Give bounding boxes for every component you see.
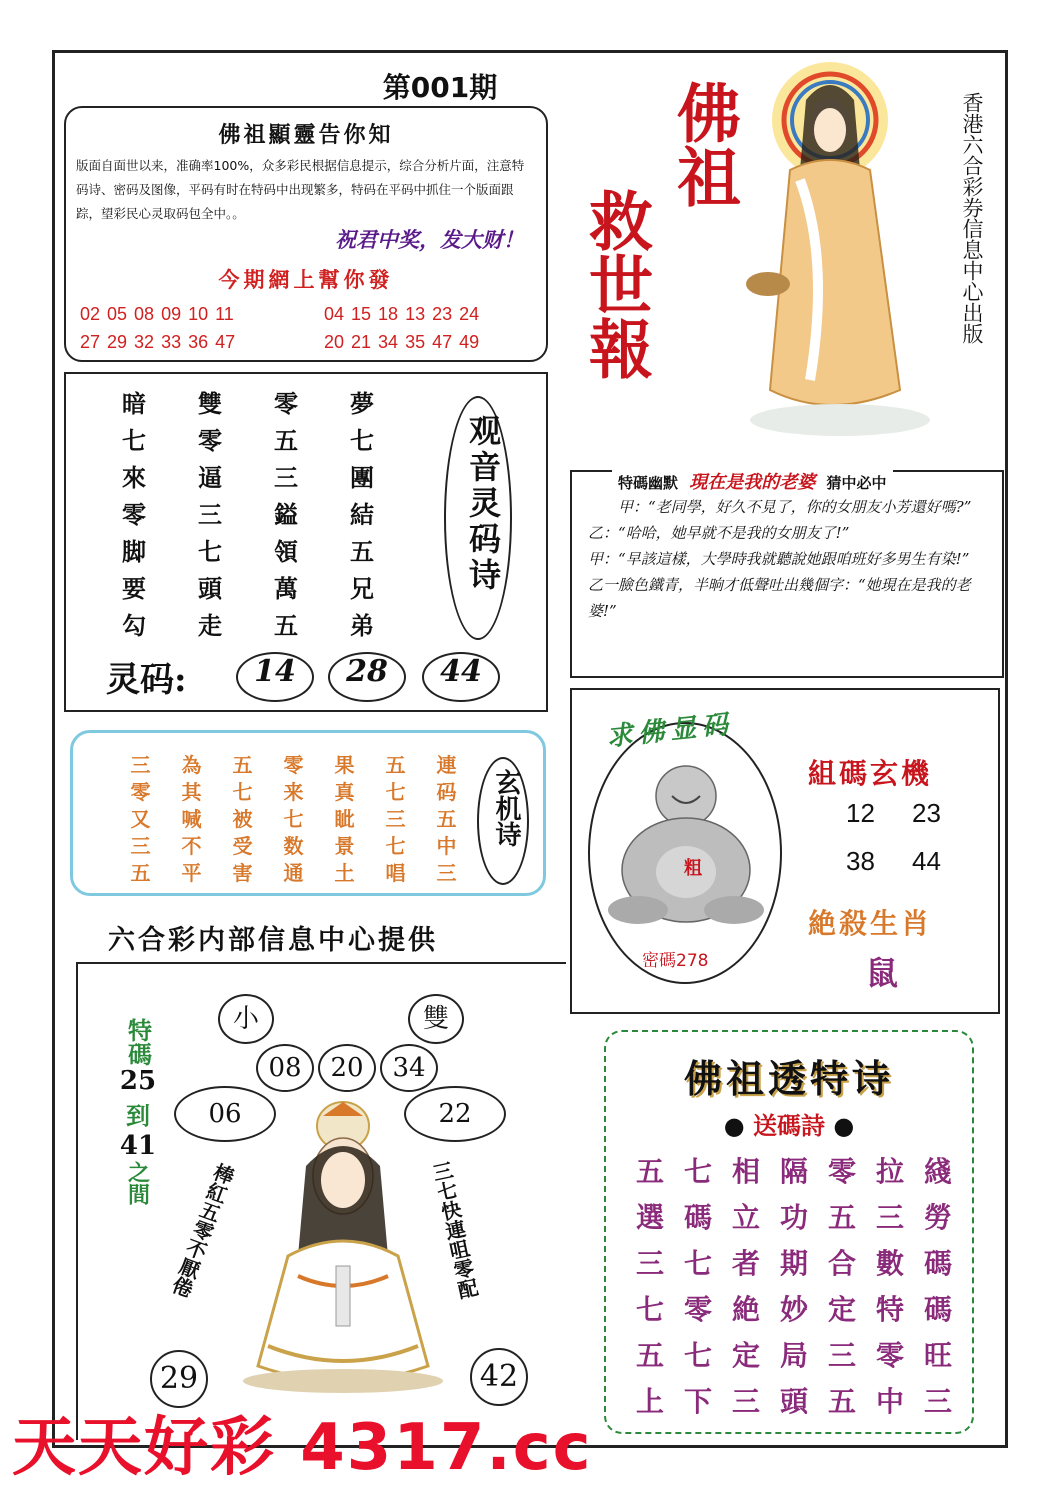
poem-char: 五 — [635, 1155, 664, 1188]
joke-line: 乙一臉色鐵青，半晌才低聲吐出幾個字：“她現在是我的老婆!” — [588, 576, 971, 620]
poem-char: 功 — [779, 1201, 808, 1234]
poem-char: 来 — [283, 780, 304, 804]
buddha-arc-text: 求佛显码 — [605, 709, 736, 753]
guanyin-poem-box — [64, 372, 548, 712]
poem-char: 真 — [334, 780, 355, 804]
tou-te-subtitle: 送碼詩 — [753, 1111, 825, 1140]
poem-char: 三 — [130, 753, 151, 777]
poem-char: 勾 — [122, 611, 146, 640]
poem-char: 数 — [283, 834, 304, 858]
poem-char: 暗 — [122, 389, 146, 418]
poem-char: 害 — [232, 861, 253, 885]
joke-box — [570, 470, 1004, 678]
poem-char: 三 — [827, 1339, 856, 1372]
poem-char: 萬 — [274, 574, 298, 603]
lingma-number: 14 — [236, 652, 314, 702]
joke-header — [612, 468, 893, 494]
small-badge: 小 — [218, 994, 274, 1044]
poem-char: 七 — [232, 780, 253, 804]
joke-line: 甲：“早該這樣，大學時我就聽說她跟咱班好多男生有染!” — [588, 550, 970, 568]
poem-char: 三 — [731, 1385, 760, 1418]
poem-char: 中 — [436, 834, 457, 858]
provider-text: 六合彩内部信息中心提供 — [108, 925, 438, 956]
poem-char: 三 — [635, 1247, 664, 1280]
buddha-badge: 粗 — [684, 858, 702, 879]
buddha-code: 密碼278 — [642, 951, 709, 971]
poem-char: 七 — [283, 807, 304, 831]
poem-char: 連 — [436, 753, 457, 777]
poem-char: 定 — [827, 1293, 856, 1326]
special-between: 之間 — [124, 1161, 151, 1205]
poem-char: 逼 — [198, 463, 222, 492]
poem-char: 零 — [875, 1339, 904, 1372]
poem-char: 三 — [436, 861, 457, 885]
poem-char: 五 — [385, 753, 406, 777]
poem-char: 頭 — [779, 1385, 808, 1418]
title-line1-text: 佛祖 — [666, 80, 741, 208]
poem-char: 景 — [334, 834, 355, 858]
special-from: 25 — [119, 1066, 157, 1096]
poem-char: 三 — [130, 834, 151, 858]
poem-char: 勞 — [923, 1201, 952, 1234]
poem-char: 綫 — [923, 1155, 952, 1188]
poem-char: 領 — [274, 537, 298, 566]
poem-char: 上 — [635, 1385, 664, 1418]
kill-animal: 鼠 — [866, 954, 899, 992]
poem-char: 眦 — [334, 807, 355, 831]
poem-char: 三 — [198, 500, 222, 529]
poem-char: 喊 — [181, 807, 202, 831]
right-verse: 三七快連咀零配 — [427, 1159, 481, 1302]
xuanji-poem-title: 玄机诗 — [491, 769, 521, 847]
poem-char: 零 — [274, 389, 298, 418]
poem-char: 脚 — [122, 537, 146, 566]
poem-char: 三 — [875, 1201, 904, 1234]
poem-char: 平 — [181, 861, 202, 885]
poem-char: 雙 — [198, 389, 222, 418]
special-code-box — [76, 962, 566, 1440]
poem-char: 唱 — [385, 861, 406, 885]
poem-char: 零 — [827, 1155, 856, 1188]
joke-line: 乙：“哈哈，她早就不是我的女朋友了!” — [588, 524, 850, 542]
guanyin-poem-title: 观音灵码诗 — [464, 414, 502, 594]
blessing-text: 祝君中奖，发大财！ — [335, 227, 524, 252]
notice-subtitle: 今期網上幫你發 — [218, 267, 394, 292]
lingma-label: 灵码: — [106, 660, 187, 700]
poem-char: 七 — [350, 426, 374, 455]
poem-char: 數 — [875, 1247, 904, 1280]
xuanji-poem-grid — [115, 749, 472, 884]
poem-char: 隔 — [779, 1155, 808, 1188]
footer-brand: 天天好彩 4317.cc — [12, 1411, 593, 1485]
special-to: 41 — [119, 1131, 157, 1161]
guanyin-standing-image — [740, 60, 950, 440]
joke-label: 特碼幽默 — [618, 474, 679, 492]
poem-char: 期 — [779, 1247, 808, 1280]
poem-char: 五 — [827, 1201, 856, 1234]
poem-char: 被 — [232, 807, 253, 831]
double-badge: 雙 — [408, 994, 464, 1044]
poem-char: 又 — [130, 807, 151, 831]
poem-char: 七 — [385, 780, 406, 804]
poem-char: 零 — [122, 500, 146, 529]
numbers-row2-left: 27 29 32 33 36 47 — [80, 332, 236, 352]
numbers-row1-left: 02 05 08 09 10 11 — [80, 304, 234, 324]
kill-title: 絶殺生肖 — [808, 907, 933, 940]
poem-char: 結 — [350, 500, 374, 529]
tou-te-title: 佛祖透特诗 — [683, 1056, 894, 1101]
poem-char: 碼 — [923, 1247, 952, 1280]
poem-char: 七 — [635, 1293, 664, 1326]
top-number: 08 — [256, 1044, 314, 1092]
poem-char: 五 — [350, 537, 374, 566]
poem-char: 走 — [198, 611, 222, 640]
poem-char: 中 — [875, 1385, 904, 1418]
poem-char: 特 — [875, 1293, 904, 1326]
poem-char: 兄 — [350, 574, 374, 603]
poem-char: 五 — [130, 861, 151, 885]
poem-char: 鎰 — [274, 500, 298, 529]
poem-char: 拉 — [875, 1155, 904, 1188]
poem-char: 零 — [198, 426, 222, 455]
right-number: 22 — [404, 1086, 506, 1142]
buddha-box — [570, 688, 1000, 1014]
poem-char: 者 — [731, 1247, 760, 1280]
poem-char: 七 — [683, 1155, 712, 1188]
poem-char: 五 — [274, 426, 298, 455]
poem-char: 五 — [827, 1385, 856, 1418]
guanyin-poem-grid — [96, 384, 400, 643]
poem-char: 絶 — [731, 1293, 760, 1326]
guanyin-figure-image — [228, 1096, 458, 1396]
poem-char: 不 — [181, 834, 202, 858]
notice-box — [64, 106, 548, 362]
title-line2 — [576, 188, 654, 380]
poem-char: 團 — [350, 463, 374, 492]
special-label: 特碼 — [123, 1018, 153, 1066]
notice-body: 版面自面世以来，准确率100%，众多彩民根据信息提示，综合分析片面，注意特码诗、密码及图像，平码有时在特码中出现繁多，特码在平码中抓住一个版面跟踪，望彩民心灵取码包全中。。 — [76, 158, 525, 221]
joke-title: 現在是我的老婆 — [689, 472, 816, 493]
tou-te-poem-box — [604, 1030, 974, 1434]
poem-char: 來 — [122, 463, 146, 492]
poem-char: 碼 — [683, 1201, 712, 1234]
combo-number: 12 — [846, 798, 875, 828]
poem-char: 下 — [683, 1385, 712, 1418]
guanyin-title-oval — [444, 396, 512, 640]
poem-char: 七 — [683, 1339, 712, 1372]
poem-char: 局 — [779, 1339, 808, 1372]
bottom-left-number: 29 — [150, 1350, 208, 1408]
poem-char: 七 — [385, 834, 406, 858]
top-number: 34 — [380, 1044, 438, 1092]
poem-char: 旺 — [923, 1339, 952, 1372]
laughing-buddha-image — [608, 760, 764, 930]
xuanji-title-oval — [477, 757, 529, 885]
poem-char: 五 — [635, 1339, 664, 1372]
poem-char: 三 — [385, 807, 406, 831]
combo-number: 44 — [912, 846, 941, 876]
poem-char: 五 — [232, 753, 253, 777]
poem-char: 零 — [130, 780, 151, 804]
poem-char: 果 — [334, 753, 355, 777]
notice-title: 佛祖顯靈告你知 — [218, 122, 394, 148]
publisher-text: 香港六合彩券信息中心出版 — [960, 92, 984, 344]
poem-char: 五 — [274, 611, 298, 640]
poem-char: 碼 — [923, 1293, 952, 1326]
lingma-number: 44 — [422, 652, 500, 702]
title-line1 — [664, 80, 742, 208]
poem-char: 五 — [436, 807, 457, 831]
poem-char: 零 — [683, 1293, 712, 1326]
poem-char: 要 — [122, 574, 146, 603]
poem-char: 七 — [122, 426, 146, 455]
bullet-right: ● — [833, 1111, 855, 1140]
lingma-number: 28 — [328, 652, 406, 702]
poem-char: 定 — [731, 1339, 760, 1372]
poem-char: 土 — [334, 861, 355, 885]
numbers-row2-right: 20 21 34 35 47 49 — [324, 332, 480, 352]
left-verse: 棒紅五零不厭倦 — [166, 1159, 238, 1300]
poem-char: 码 — [436, 780, 457, 804]
combo-title: 組碼玄機 — [808, 757, 933, 790]
xuanji-poem-box — [70, 730, 546, 896]
joke-suffix: 猜中必中 — [826, 474, 887, 492]
poem-char: 三 — [274, 463, 298, 492]
left-number: 06 — [174, 1086, 276, 1142]
poem-char: 合 — [827, 1247, 856, 1280]
poem-char: 頭 — [198, 574, 222, 603]
poem-char: 通 — [283, 861, 304, 885]
bullet-left: ● — [723, 1111, 745, 1140]
poem-char: 為 — [181, 753, 202, 777]
poem-char: 三 — [923, 1385, 952, 1418]
title-line2-text: 救世報 — [578, 188, 653, 380]
poem-char: 七 — [198, 537, 222, 566]
poem-char: 夢 — [350, 389, 374, 418]
special-to-word: 到 — [126, 1101, 150, 1130]
combo-number: 38 — [846, 846, 875, 876]
poem-char: 選 — [635, 1201, 664, 1234]
poem-char: 零 — [283, 753, 304, 777]
joke-line: 甲：“老同學，好久不見了，你的女朋友小芳還好嗎?” — [618, 498, 972, 516]
poem-char: 弟 — [350, 611, 374, 640]
joke-body — [588, 494, 992, 624]
issue-number: 第001期 — [382, 71, 498, 104]
special-range — [118, 1018, 158, 1205]
poem-char: 相 — [731, 1155, 760, 1188]
tou-te-subtitle-row — [606, 1106, 972, 1141]
poem-char: 受 — [232, 834, 253, 858]
bottom-right-number: 42 — [470, 1348, 528, 1406]
tou-te-poem-grid — [626, 1150, 962, 1426]
combo-number: 23 — [912, 798, 941, 828]
poem-char: 立 — [731, 1201, 760, 1234]
poem-char: 妙 — [779, 1293, 808, 1326]
poem-char: 七 — [683, 1247, 712, 1280]
numbers-row1-right: 04 15 18 13 23 24 — [324, 304, 480, 324]
poem-char: 其 — [181, 780, 202, 804]
top-number: 20 — [318, 1044, 376, 1092]
